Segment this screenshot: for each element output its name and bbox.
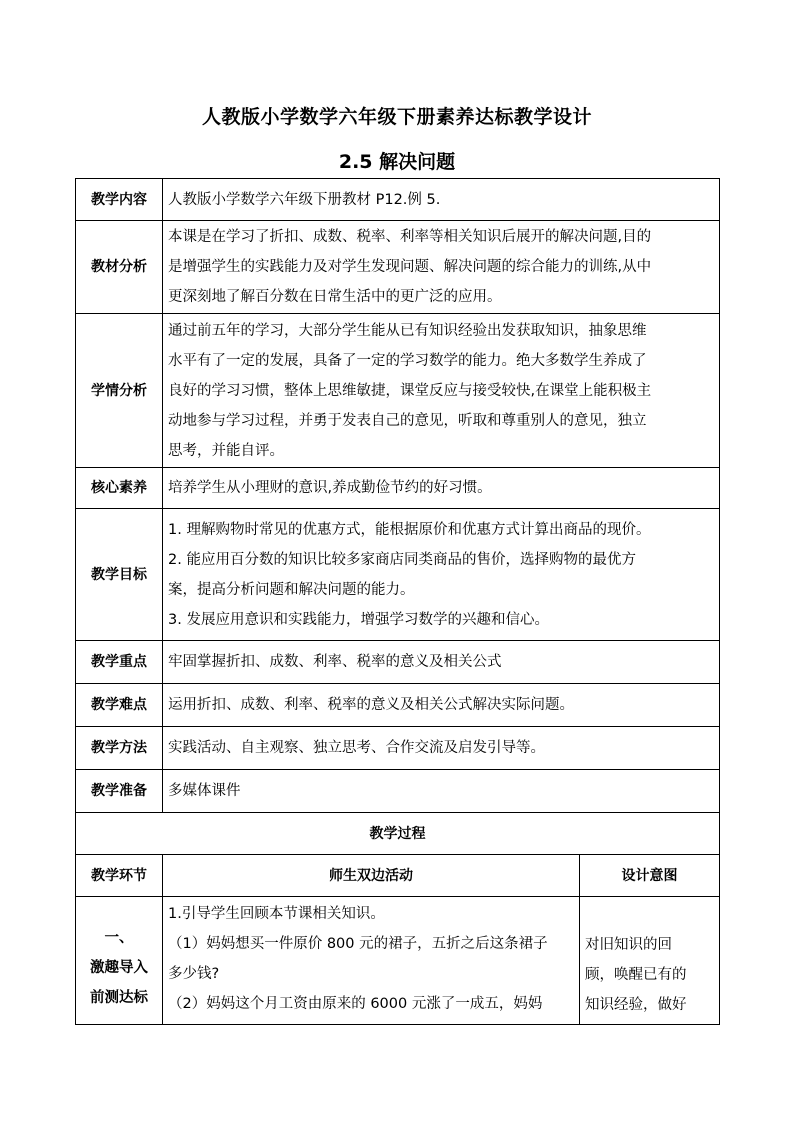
intent-line: 对旧知识的回 [585, 937, 672, 953]
row-content [163, 770, 720, 813]
row-label: 教学准备 [76, 770, 163, 813]
column-header-intent: 设计意图 [580, 855, 720, 897]
row-core-literacy [76, 468, 720, 509]
activity-line: 多少钱? [168, 966, 220, 982]
row-label: 教学难点 [76, 684, 163, 727]
activity-line: 1.引导学生回顾本节课相关知识。 [168, 906, 385, 922]
stage-label-line: 前测达标 [90, 989, 148, 1006]
row-line: 思考，并能自评。 [168, 442, 284, 459]
row-content [163, 314, 720, 468]
row-line: 通过前五年的学习，大部分学生能从已有知识经验出发获取知识，抽象思维 [168, 322, 647, 339]
row-content [163, 684, 720, 727]
row-line: 1. 理解购物时常见的优惠方式，能根据原价和优惠方式计算出商品的现价。 [168, 521, 651, 538]
row-difficulties [76, 684, 720, 727]
row-label: 核心素养 [76, 468, 163, 509]
row-label: 教学目标 [76, 509, 163, 641]
row-line: 多媒体课件 [168, 783, 241, 799]
row-label: 教学内容 [76, 179, 163, 221]
document-subtitle: 2.5 解决问题 [338, 151, 456, 173]
stage-activity [163, 897, 580, 1025]
row-teaching-content [76, 179, 720, 221]
row-line: 水平有了一定的发展，具备了一定的学习数学的能力。绝大多数学生养成了 [168, 352, 647, 369]
column-header-row [76, 855, 720, 897]
row-teaching-goals [76, 509, 720, 641]
stage-label-line: 一、 [104, 929, 134, 946]
activity-line: （2）妈妈这个月工资由原来的 6000 元涨了一成五，妈妈 [168, 996, 543, 1012]
process-heading-row [76, 813, 720, 855]
intent-line: 顾，唤醒已有的 [585, 967, 687, 983]
lesson-plan-table [75, 178, 720, 1025]
intent-line: 知识经验，做好 [585, 997, 687, 1013]
row-line: 运用折扣、成数、利率、税率的意义及相关公式解决实际问题。 [168, 697, 574, 713]
row-label: 学情分析 [76, 314, 163, 468]
stage-intent [580, 897, 720, 1025]
stage-label [76, 897, 163, 1025]
row-key-points [76, 641, 720, 684]
row-line: 牢固掌握折扣、成数、利率、税率的意义及相关公式 [168, 654, 502, 670]
row-content [163, 468, 720, 509]
row-line: 案，提高分析问题和解决问题的能力。 [168, 581, 415, 598]
row-line: 良好的学习习惯，整体上思维敏捷，课堂反应与接受较快,在课堂上能积极主 [168, 382, 652, 399]
row-label: 教学重点 [76, 641, 163, 684]
row-label: 教材分析 [76, 221, 163, 314]
row-label: 教学方法 [76, 727, 163, 770]
row-line: 更深刻地了解百分数在日常生活中的更广泛的应用。 [168, 289, 502, 305]
row-content [163, 179, 720, 221]
column-header-stage: 教学环节 [76, 855, 163, 897]
stage-row [76, 897, 720, 1025]
process-heading: 教学过程 [76, 813, 720, 855]
row-preparation [76, 770, 720, 813]
row-content [163, 509, 720, 641]
stage-label-line: 激趣导入 [90, 959, 148, 976]
row-line: 培养学生从小理财的意识,养成勤俭节约的好习惯。 [168, 480, 492, 496]
row-methods [76, 727, 720, 770]
row-content [163, 727, 720, 770]
row-content [163, 221, 720, 314]
row-material-analysis [76, 221, 720, 314]
row-line: 本课是在学习了折扣、成数、税率、利率等相关知识后展开的解决问题,目的 [168, 229, 652, 245]
row-line: 人教版小学数学六年级下册教材 P12.例 5. [168, 191, 441, 208]
row-line: 2. 能应用百分数的知识比较多家商店同类商品的售价，选择购物的最优方 [168, 551, 636, 568]
row-line: 实践活动、自主观察、独立思考、合作交流及启发引导等。 [168, 740, 545, 756]
activity-line: （1）妈妈想买一件原价 800 元的裙子，五折之后这条裙子 [168, 936, 548, 952]
document-title: 人教版小学数学六年级下册素养达标教学设计 [201, 106, 592, 128]
row-line: 是增强学生的实践能力及对学生发现问题、解决问题的综合能力的训练,从中 [168, 259, 652, 275]
row-line: 动地参与学习过程，并勇于发表自己的意见，听取和尊重别人的意见，独立 [168, 412, 647, 429]
row-content [163, 641, 720, 684]
row-line: 3. 发展应用意识和实践能力，增强学习数学的兴趣和信心。 [168, 611, 549, 628]
row-student-analysis [76, 314, 720, 468]
column-header-activity: 师生双边活动 [163, 855, 580, 897]
